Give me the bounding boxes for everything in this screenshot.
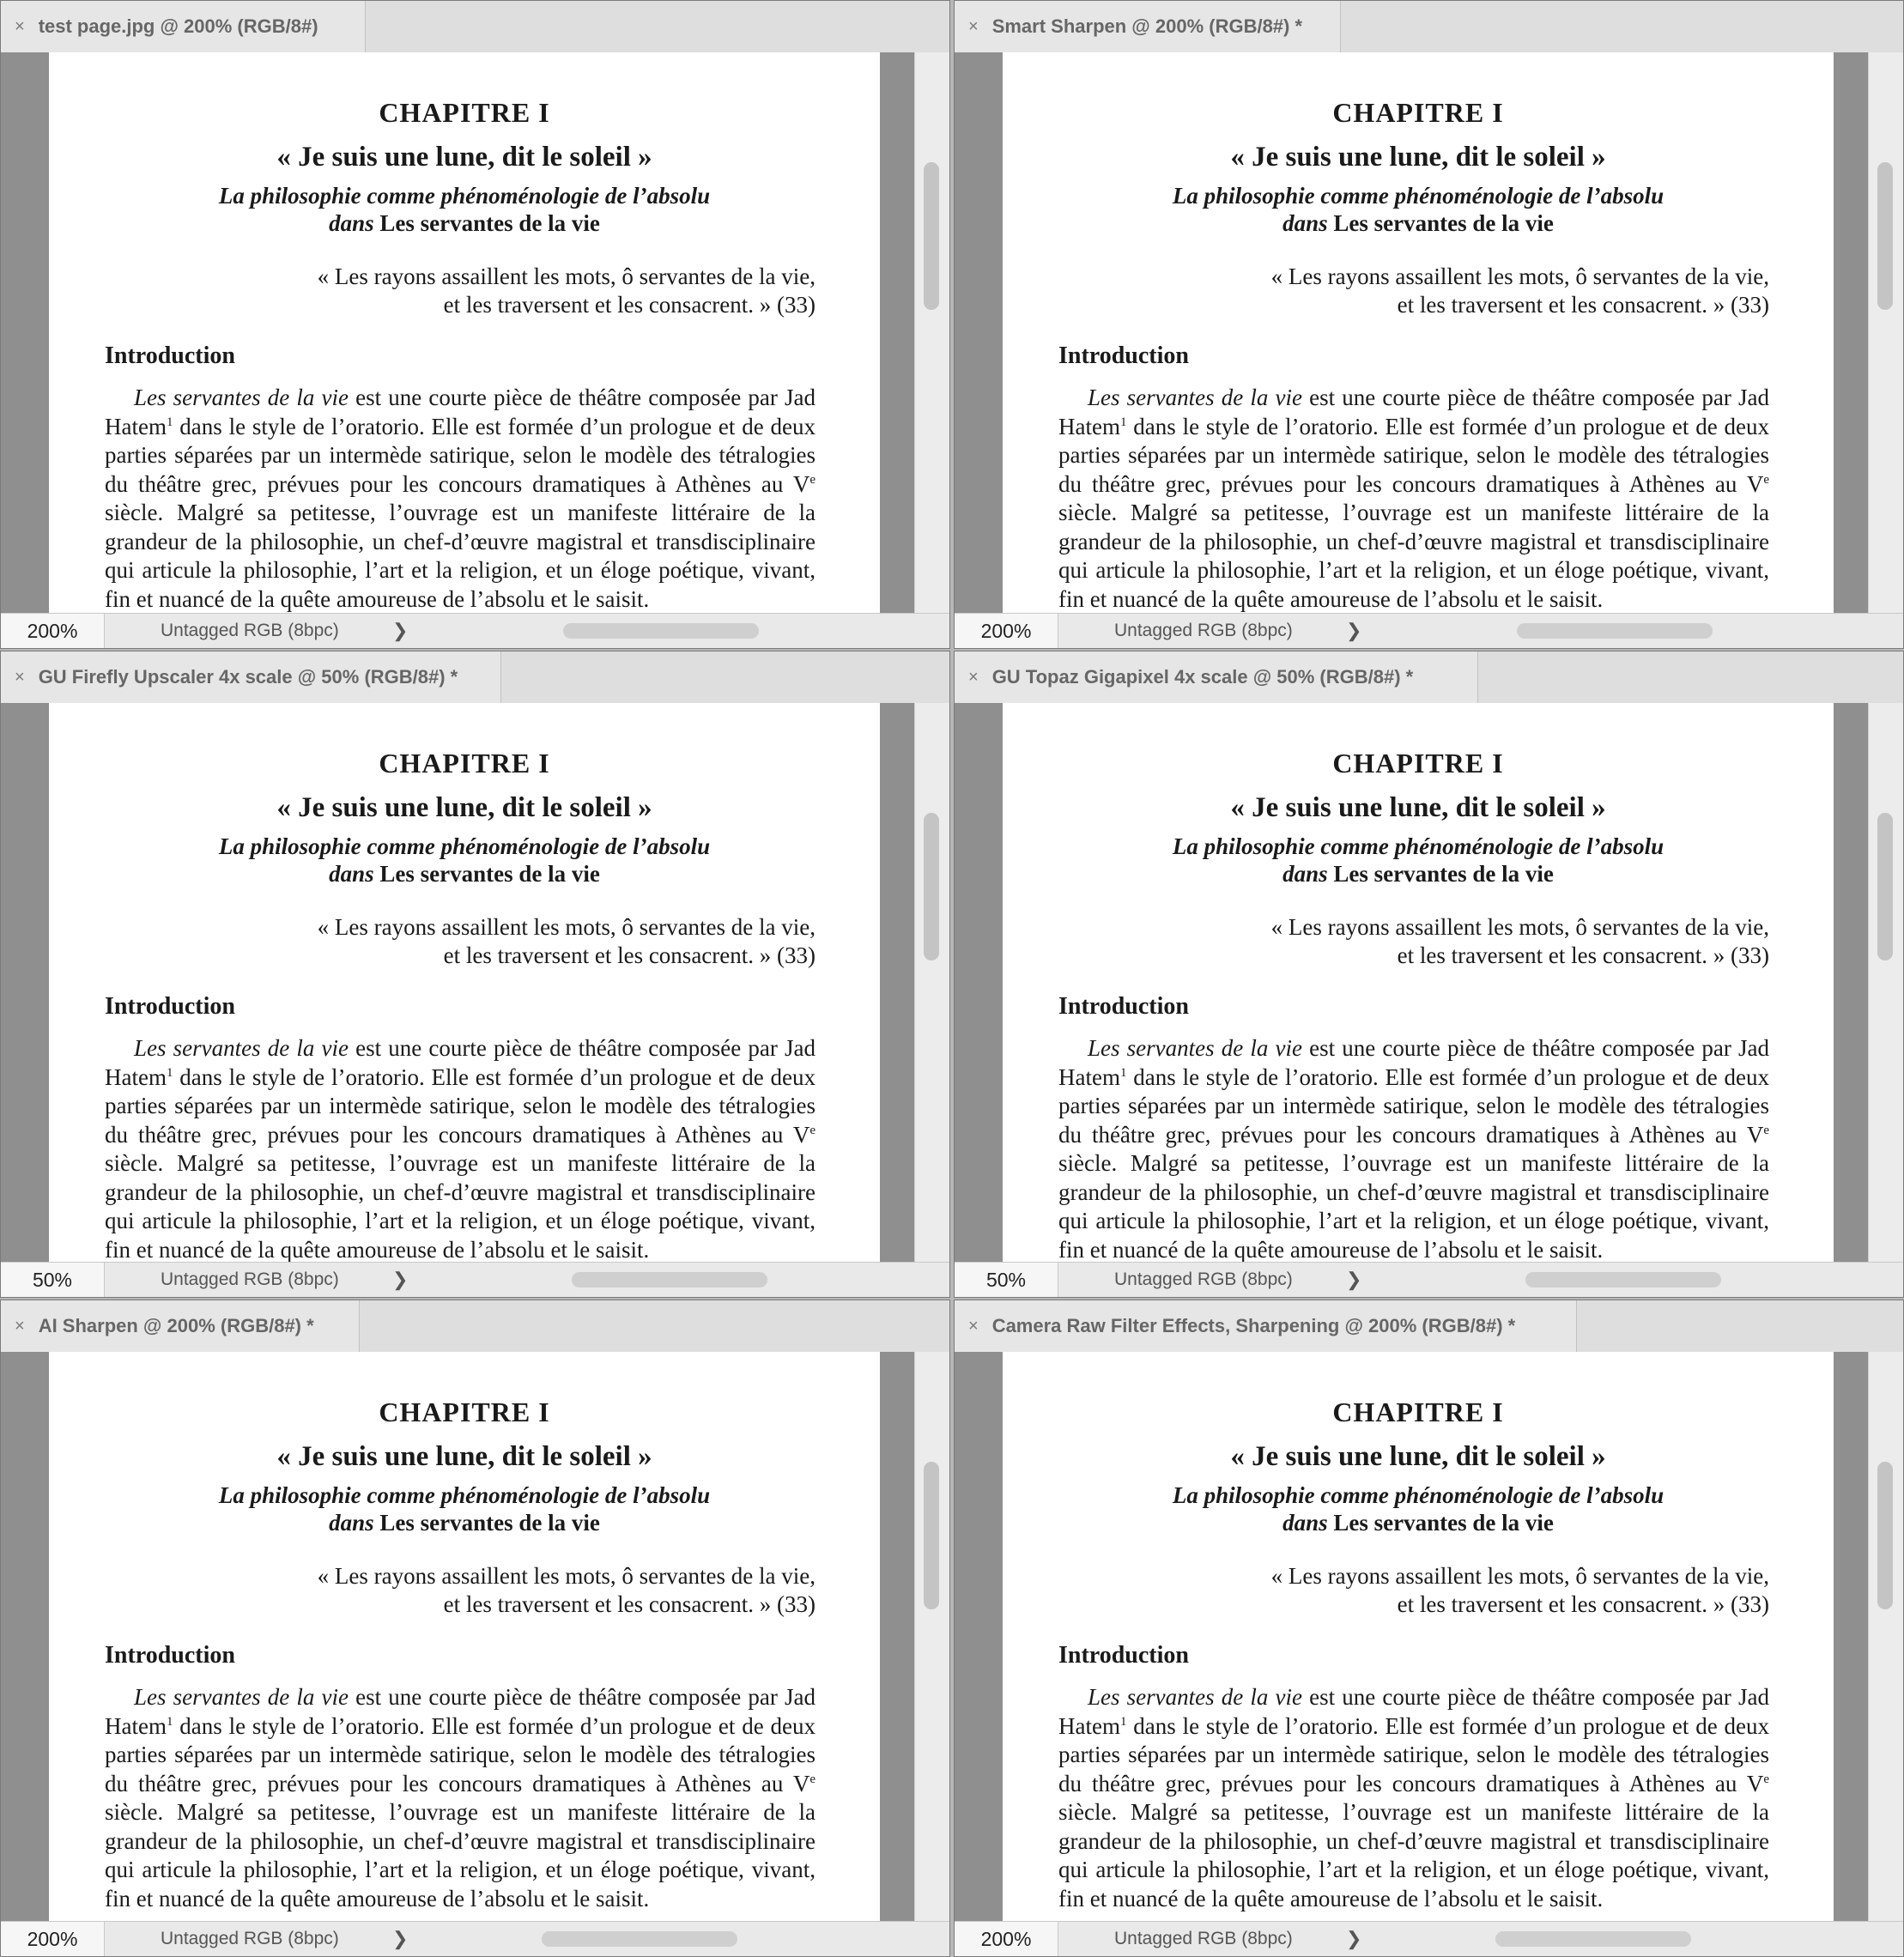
document-page xyxy=(1003,703,1834,1263)
body-text-segment: siècle. Malgré sa petitesse, l’ouvrage est un manifeste littéraire de la grandeur de la philosophie, un chef-d’œuvre magistral et transdisciplinaire qui articule la philosophie, l’art et la religion, et un éloge poétique, vivant, fin et nuancé de la quête amoureuse de l’absolu et le saisit. xyxy=(105,1150,816,1263)
document-canvas[interactable] xyxy=(955,703,1903,1263)
document-tab-title: AI Sharpen @ 200% (RGB/8#) * xyxy=(38,1315,314,1336)
subtitle-italic: dans xyxy=(1282,861,1328,887)
body-text-segment: dans le style de l’oratorio. Elle est formée d’un prologue et de deux parties séparées par un intermède satirique, selon le modèle des tétralogies du théâtre grec, prévues pour les concours dramatiques à Athènes au V xyxy=(105,413,816,497)
footnote-marker: 1 xyxy=(1119,1065,1127,1080)
chevron-right-icon[interactable]: ❯ xyxy=(1346,1928,1362,1949)
status-bar xyxy=(1,613,949,648)
chapter-subtitle: La philosophie comme phénoménologie de l’absolu xyxy=(1172,1482,1664,1508)
chapter-subtitle-line2 xyxy=(49,1510,880,1536)
epigraph-line2: et les traversent et les consacrent. » (33) xyxy=(443,942,816,968)
horizontal-scroll-thumb[interactable] xyxy=(1517,623,1713,639)
chevron-right-icon[interactable]: ❯ xyxy=(1346,1269,1362,1290)
section-heading: Introduction xyxy=(105,1642,235,1669)
superscript: e xyxy=(810,1123,816,1137)
close-icon[interactable]: × xyxy=(968,17,979,36)
body-text-segment: est une courte pièce de théâtre composée par Jad Hatem xyxy=(1058,1684,1770,1739)
section-heading: Introduction xyxy=(1058,1642,1189,1669)
zoom-level[interactable]: 200% xyxy=(1,614,105,648)
subtitle-italic: dans xyxy=(1282,1510,1328,1536)
subtitle-rest: Les servantes de la vie xyxy=(373,1510,600,1536)
body-text-segment: dans le style de l’oratorio. Elle est formée d’un prologue et de deux parties séparées par un intermède satirique, selon le modèle des tétralogies du théâtre grec, prévues pour les concours dramatiques à Athènes au V xyxy=(1058,1063,1769,1148)
document-page xyxy=(1003,1352,1834,1922)
body-paragraph xyxy=(105,384,816,614)
chapter-heading: CHAPITRE I xyxy=(1332,97,1504,128)
superscript: e xyxy=(810,1772,816,1786)
zoom-level[interactable]: 200% xyxy=(955,1922,1058,1956)
epigraph-line1: « Les rayons assaillent les mots, ô servantes de la vie, xyxy=(1270,1563,1769,1589)
vertical-scrollbar[interactable] xyxy=(914,52,949,614)
document-tab[interactable] xyxy=(1,651,501,703)
subtitle-rest: Les servantes de la vie xyxy=(1327,1510,1554,1536)
color-profile: Untagged RGB (8bpc) xyxy=(161,1929,339,1948)
status-bar xyxy=(955,1921,1903,1956)
color-profile: Untagged RGB (8bpc) xyxy=(1114,621,1293,640)
chapter-title: « Je suis une lune, dit le soleil » xyxy=(276,1441,652,1472)
body-italic: Les servantes de la vie xyxy=(134,1684,349,1710)
superscript: e xyxy=(1763,472,1769,487)
document-tab-title: GU Topaz Gigapixel 4x scale @ 50% (RGB/8#) * xyxy=(991,666,1414,688)
subtitle-italic: dans xyxy=(329,1510,374,1536)
document-tab[interactable] xyxy=(955,651,1478,703)
body-text-segment: est une courte pièce de théâtre composée par Jad Hatem xyxy=(1058,1035,1770,1090)
document-page xyxy=(1003,52,1834,614)
document-window-6 xyxy=(954,1300,1904,1957)
color-profile: Untagged RGB (8bpc) xyxy=(1114,1929,1293,1948)
chapter-heading: CHAPITRE I xyxy=(379,748,550,779)
horizontal-scroll-thumb[interactable] xyxy=(1525,1272,1721,1288)
body-text-segment: dans le style de l’oratorio. Elle est formée d’un prologue et de deux parties séparées par un intermède satirique, selon le modèle des tétralogies du théâtre grec, prévues pour les concours dramatiques à Athènes au V xyxy=(105,1063,816,1148)
chevron-right-icon[interactable]: ❯ xyxy=(392,1928,409,1949)
subtitle-italic: dans xyxy=(1282,210,1328,236)
body-text xyxy=(1058,1683,1769,1913)
document-tab[interactable] xyxy=(955,1300,1577,1352)
chapter-title: « Je suis une lune, dit le soleil » xyxy=(1230,792,1606,823)
close-icon[interactable]: × xyxy=(15,668,25,687)
document-window-1 xyxy=(0,0,950,649)
body-text-segment: siècle. Malgré sa petitesse, l’ouvrage est un manifeste littéraire de la grandeur de la philosophie, un chef-d’œuvre magistral et transdisciplinaire qui articule la philosophie, l’art et la religion, et un éloge poétique, vivant, fin et nuancé de la quête amoureuse de l’absolu et le saisit. xyxy=(1058,500,1769,612)
document-tab-title: test page.jpg @ 200% (RGB/8#) xyxy=(38,15,318,37)
document-canvas[interactable] xyxy=(955,52,1903,614)
epigraph-line1: « Les rayons assaillent les mots, ô servantes de la vie, xyxy=(317,264,816,289)
document-window-3 xyxy=(0,651,950,1298)
document-tab[interactable] xyxy=(1,1300,360,1352)
document-canvas[interactable] xyxy=(1,52,949,614)
body-text-segment: est une courte pièce de théâtre composée par Jad Hatem xyxy=(105,1035,816,1090)
section-heading: Introduction xyxy=(1058,342,1189,369)
tab-bar xyxy=(955,651,1903,704)
color-profile: Untagged RGB (8bpc) xyxy=(161,1269,339,1289)
chapter-subtitle-line2 xyxy=(1003,210,1834,237)
chevron-right-icon[interactable]: ❯ xyxy=(392,1269,409,1290)
zoom-level[interactable]: 50% xyxy=(955,1263,1058,1297)
document-tab-title: Camera Raw Filter Effects, Sharpening @ 200% (RGB/8#) * xyxy=(991,1315,1516,1336)
body-text xyxy=(105,1683,816,1913)
superscript: e xyxy=(1763,1123,1769,1137)
epigraph-line2: et les traversent et les consacrent. » (33) xyxy=(1397,292,1769,318)
body-text-segment: dans le style de l’oratorio. Elle est formée d’un prologue et de deux parties séparées par un intermède satirique, selon le modèle des tétralogies du théâtre grec, prévues pour les concours dramatiques à Athènes au V xyxy=(105,1712,816,1796)
body-text xyxy=(1058,1034,1769,1263)
horizontal-scroll-thumb[interactable] xyxy=(542,1931,737,1947)
chapter-subtitle: La philosophie comme phénoménologie de l’absolu xyxy=(218,183,711,209)
section-heading: Introduction xyxy=(105,342,235,369)
subtitle-rest: Les servantes de la vie xyxy=(373,861,600,887)
footnote-marker: 1 xyxy=(166,1065,173,1080)
color-profile: Untagged RGB (8bpc) xyxy=(161,621,339,640)
vertical-scrollbar[interactable] xyxy=(1868,1352,1903,1922)
chapter-heading: CHAPITRE I xyxy=(1332,748,1504,779)
zoom-level[interactable]: 200% xyxy=(955,614,1058,648)
chapter-title: « Je suis une lune, dit le soleil » xyxy=(1230,142,1606,173)
subtitle-rest: Les servantes de la vie xyxy=(1327,861,1554,887)
chevron-right-icon[interactable]: ❯ xyxy=(392,620,409,641)
close-icon[interactable]: × xyxy=(968,1317,979,1336)
vertical-scroll-thumb[interactable] xyxy=(924,813,939,960)
subtitle-rest: Les servantes de la vie xyxy=(373,210,600,236)
body-text xyxy=(1058,384,1769,614)
chapter-subtitle-line2 xyxy=(49,210,880,237)
tab-bar xyxy=(955,1,1903,53)
horizontal-scroll-thumb[interactable] xyxy=(563,623,759,639)
tab-bar xyxy=(1,651,949,704)
status-bar xyxy=(1,1921,949,1956)
vertical-scroll-thumb[interactable] xyxy=(924,162,939,310)
body-text-segment: est une courte pièce de théâtre composée par Jad Hatem xyxy=(105,385,816,439)
epigraph-line1: « Les rayons assaillent les mots, ô servantes de la vie, xyxy=(317,1563,816,1589)
chapter-subtitle-line2 xyxy=(1003,861,1834,888)
document-page xyxy=(49,1352,880,1922)
document-tab[interactable] xyxy=(1,1,366,52)
footnote-marker: 1 xyxy=(166,415,173,429)
document-canvas[interactable] xyxy=(1,703,949,1263)
document-tab-title: GU Firefly Upscaler 4x scale @ 50% (RGB/8#) * xyxy=(38,666,458,688)
chapter-title: « Je suis une lune, dit le soleil » xyxy=(276,792,652,823)
body-italic: Les servantes de la vie xyxy=(134,1035,349,1061)
epigraph-line2: et les traversent et les consacrent. » (33) xyxy=(443,292,816,318)
epigraph-line1: « Les rayons assaillent les mots, ô servantes de la vie, xyxy=(1270,914,1769,940)
footnote-marker: 1 xyxy=(166,1714,173,1729)
chapter-heading: CHAPITRE I xyxy=(379,1397,550,1427)
vertical-scrollbar[interactable] xyxy=(1868,703,1903,1263)
epigraph-line1: « Les rayons assaillent les mots, ô servantes de la vie, xyxy=(1270,264,1769,289)
footnote-marker: 1 xyxy=(1119,1714,1127,1729)
chapter-subtitle: La philosophie comme phénoménologie de l’absolu xyxy=(1172,833,1664,859)
body-paragraph xyxy=(105,1683,816,1913)
vertical-scrollbar[interactable] xyxy=(914,1352,949,1922)
document-window-5 xyxy=(0,1300,950,1957)
document-canvas[interactable] xyxy=(1,1352,949,1922)
chapter-subtitle: La philosophie comme phénoménologie de l’absolu xyxy=(218,1482,711,1508)
horizontal-scroll-thumb[interactable] xyxy=(1495,1931,1691,1947)
epigraph-line2: et les traversent et les consacrent. » (33) xyxy=(443,1591,816,1617)
body-text xyxy=(105,384,816,614)
chapter-heading: CHAPITRE I xyxy=(379,97,550,128)
vertical-scroll-thumb[interactable] xyxy=(1877,162,1893,310)
document-page xyxy=(49,703,880,1263)
chapter-subtitle-line2 xyxy=(49,861,880,888)
status-bar xyxy=(955,613,1903,648)
tab-bar xyxy=(1,1,949,53)
epigraph-line2: et les traversent et les consacrent. » (33) xyxy=(1397,1591,1769,1617)
zoom-level[interactable]: 200% xyxy=(1,1922,105,1956)
footnote-marker: 1 xyxy=(1119,415,1127,429)
document-window-2 xyxy=(954,0,1904,649)
chevron-right-icon[interactable]: ❯ xyxy=(1346,620,1362,641)
vertical-scroll-thumb[interactable] xyxy=(924,1462,939,1609)
vertical-scroll-thumb[interactable] xyxy=(1877,813,1893,960)
section-heading: Introduction xyxy=(105,993,235,1020)
epigraph-line2: et les traversent et les consacrent. » (33) xyxy=(1397,942,1769,968)
subtitle-italic: dans xyxy=(329,210,374,236)
subtitle-italic: dans xyxy=(329,861,374,887)
close-icon[interactable]: × xyxy=(15,17,25,36)
body-text-segment: est une courte pièce de théâtre composée par Jad Hatem xyxy=(1058,385,1770,439)
close-icon[interactable]: × xyxy=(15,1317,25,1336)
body-text-segment: est une courte pièce de théâtre composée par Jad Hatem xyxy=(105,1684,816,1739)
close-icon[interactable]: × xyxy=(968,668,979,687)
body-italic: Les servantes de la vie xyxy=(1088,385,1302,410)
vertical-scrollbar[interactable] xyxy=(914,703,949,1263)
body-text-segment: siècle. Malgré sa petitesse, l’ouvrage est un manifeste littéraire de la grandeur de la philosophie, un chef-d’œuvre magistral et transdisciplinaire qui articule la philosophie, l’art et la religion, et un éloge poétique, vivant, fin et nuancé de la quête amoureuse de l’absolu et le saisit. xyxy=(1058,1150,1769,1263)
chapter-subtitle: La philosophie comme phénoménologie de l’absolu xyxy=(218,833,711,859)
status-bar xyxy=(1,1262,949,1297)
vertical-scrollbar[interactable] xyxy=(1868,52,1903,614)
superscript: e xyxy=(810,472,816,487)
body-paragraph xyxy=(1058,1034,1769,1263)
body-text-segment: siècle. Malgré sa petitesse, l’ouvrage est un manifeste littéraire de la grandeur de la philosophie, un chef-d’œuvre magistral et transdisciplinaire qui articule la philosophie, l’art et la religion, et un éloge poétique, vivant, fin et nuancé de la quête amoureuse de l’absolu et le saisit. xyxy=(105,1799,816,1912)
body-text-segment: siècle. Malgré sa petitesse, l’ouvrage est un manifeste littéraire de la grandeur de la philosophie, un chef-d’œuvre magistral et transdisciplinaire qui articule la philosophie, l’art et la religion, et un éloge poétique, vivant, fin et nuancé de la quête amoureuse de l’absolu et le saisit. xyxy=(105,500,816,612)
body-italic: Les servantes de la vie xyxy=(1088,1684,1302,1710)
horizontal-scroll-thumb[interactable] xyxy=(572,1272,767,1288)
vertical-scroll-thumb[interactable] xyxy=(1877,1462,1893,1609)
tab-bar xyxy=(955,1300,1903,1353)
document-tab[interactable] xyxy=(955,1,1341,52)
body-text-segment: dans le style de l’oratorio. Elle est formée d’un prologue et de deux parties séparées par un intermède satirique, selon le modèle des tétralogies du théâtre grec, prévues pour les concours dramatiques à Athènes au V xyxy=(1058,1712,1769,1796)
zoom-level[interactable]: 50% xyxy=(1,1263,105,1297)
body-text xyxy=(105,1034,816,1263)
chapter-title: « Je suis une lune, dit le soleil » xyxy=(276,142,652,173)
epigraph-line1: « Les rayons assaillent les mots, ô servantes de la vie, xyxy=(317,914,816,940)
document-canvas[interactable] xyxy=(955,1352,1903,1922)
body-italic: Les servantes de la vie xyxy=(1088,1035,1302,1061)
superscript: e xyxy=(1763,1772,1769,1786)
subtitle-rest: Les servantes de la vie xyxy=(1327,210,1554,236)
status-bar xyxy=(955,1262,1903,1297)
body-paragraph xyxy=(1058,1683,1769,1913)
tab-bar xyxy=(1,1300,949,1353)
body-paragraph xyxy=(1058,384,1769,614)
color-profile: Untagged RGB (8bpc) xyxy=(1114,1269,1293,1289)
chapter-subtitle-line2 xyxy=(1003,1510,1834,1536)
chapter-subtitle: La philosophie comme phénoménologie de l’absolu xyxy=(1172,183,1664,209)
document-tab-title: Smart Sharpen @ 200% (RGB/8#) * xyxy=(991,15,1303,37)
body-text-segment: dans le style de l’oratorio. Elle est formée d’un prologue et de deux parties séparées par un intermède satirique, selon le modèle des tétralogies du théâtre grec, prévues pour les concours dramatiques à Athènes au V xyxy=(1058,413,1769,497)
chapter-title: « Je suis une lune, dit le soleil » xyxy=(1230,1441,1606,1472)
body-text-segment: siècle. Malgré sa petitesse, l’ouvrage est un manifeste littéraire de la grandeur de la philosophie, un chef-d’œuvre magistral et transdisciplinaire qui articule la philosophie, l’art et la religion, et un éloge poétique, vivant, fin et nuancé de la quête amoureuse de l’absolu et le saisit. xyxy=(1058,1799,1769,1912)
document-page xyxy=(49,52,880,614)
section-heading: Introduction xyxy=(1058,993,1189,1020)
chapter-heading: CHAPITRE I xyxy=(1332,1397,1504,1427)
body-italic: Les servantes de la vie xyxy=(134,385,349,410)
document-window-4 xyxy=(954,651,1904,1298)
body-paragraph xyxy=(105,1034,816,1263)
